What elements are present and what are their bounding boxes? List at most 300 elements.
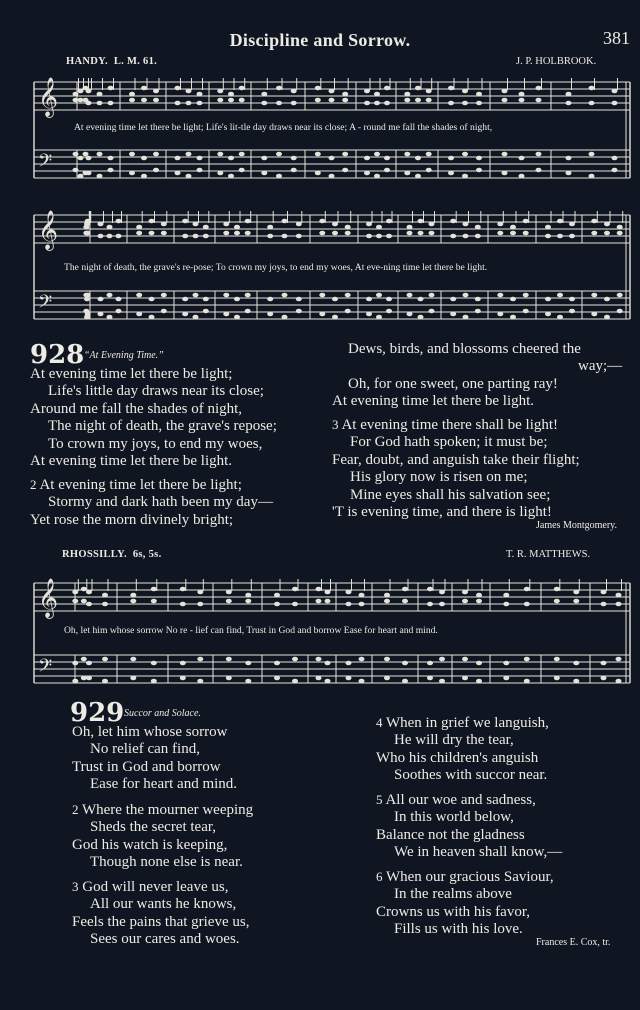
note-head xyxy=(107,315,113,320)
note-head xyxy=(415,86,421,91)
note-head xyxy=(566,92,572,97)
note-head xyxy=(426,168,432,173)
note-head xyxy=(569,309,575,314)
note-head xyxy=(315,86,321,91)
note-head xyxy=(366,312,372,317)
note-head xyxy=(81,676,87,681)
note-head xyxy=(149,231,155,236)
note-head xyxy=(175,156,181,161)
verse-line: Ease for heart and mind. xyxy=(90,776,238,793)
verse-line: Oh, for one sweet, one parting ray! xyxy=(348,375,558,392)
verse-line: For God hath spoken; it must be; xyxy=(350,434,548,451)
note-head xyxy=(315,152,321,157)
note-head xyxy=(83,231,89,236)
note-head xyxy=(573,679,579,684)
note-head xyxy=(319,219,325,224)
note-head xyxy=(203,309,209,314)
note-head xyxy=(345,225,351,230)
note-head xyxy=(274,593,280,598)
note-head xyxy=(545,297,551,302)
note-head xyxy=(86,89,92,94)
note-head xyxy=(374,152,380,157)
note-head xyxy=(612,168,618,173)
hymn929-translator: Frances E. Cox, tr. xyxy=(536,937,611,948)
note-head xyxy=(267,234,273,239)
verse-line: When our gracious Saviour, xyxy=(385,869,554,885)
note-head xyxy=(462,657,468,662)
verse-number: 6 xyxy=(376,869,383,884)
verse-line: We in heaven shall know,— xyxy=(394,844,563,861)
verse-number: 3 xyxy=(332,417,339,432)
note-head xyxy=(193,315,199,320)
note-head xyxy=(86,101,92,106)
note-head xyxy=(329,98,335,103)
note-head xyxy=(429,222,435,227)
note-head xyxy=(573,661,579,666)
note-head xyxy=(276,86,282,91)
verse-line: Where the mourner weeping xyxy=(81,802,254,818)
page-number: 381 xyxy=(603,28,630,48)
note-head xyxy=(193,234,199,239)
note-head xyxy=(182,219,188,224)
note-head xyxy=(536,152,542,157)
note-head xyxy=(141,156,147,161)
note-head xyxy=(426,152,432,157)
note-head xyxy=(245,599,251,604)
note-head xyxy=(97,174,103,179)
note-head xyxy=(589,101,595,106)
verse-line: At evening time let there be light. xyxy=(332,393,535,410)
note-head xyxy=(84,297,90,302)
note-head xyxy=(116,297,122,302)
note-head xyxy=(502,98,508,103)
note-head xyxy=(282,293,288,298)
note-head xyxy=(376,234,382,239)
note-head xyxy=(404,152,410,157)
verse-line: His glory now is risen on me; xyxy=(350,469,528,486)
note-head xyxy=(450,297,456,302)
note-head xyxy=(217,89,223,94)
note-head xyxy=(316,599,322,604)
note-head xyxy=(523,293,529,298)
note-head xyxy=(554,599,560,604)
note-head xyxy=(463,315,469,320)
note-head xyxy=(332,222,338,227)
note-head xyxy=(415,156,421,161)
note-head xyxy=(239,98,245,103)
note-head xyxy=(510,231,516,236)
hymn-subtitle-929: Succor and Solace. xyxy=(124,708,201,719)
note-head xyxy=(604,315,610,320)
verse-line: At evening time there shall be light! xyxy=(341,417,559,433)
note-head xyxy=(384,657,390,662)
note-head xyxy=(616,602,622,607)
note-head xyxy=(462,590,468,595)
note-head xyxy=(573,599,579,604)
note-head xyxy=(519,98,525,103)
note-head xyxy=(98,234,104,239)
note-head xyxy=(569,234,575,239)
note-head xyxy=(402,599,408,604)
note-head xyxy=(345,231,351,236)
note-head xyxy=(569,222,575,227)
verse-line: The night of death, the grave's repose; xyxy=(48,418,277,435)
note-head xyxy=(359,679,365,684)
note-head xyxy=(102,679,108,684)
note-head xyxy=(197,156,203,161)
note-head xyxy=(130,599,136,604)
verse-line: Sees our cares and woes. xyxy=(90,931,240,948)
note-head xyxy=(569,297,575,302)
verse-line: Fills us with his love. xyxy=(394,921,523,938)
note-head xyxy=(462,174,468,179)
note-head xyxy=(72,679,78,684)
verse-line: Soothes with succor near. xyxy=(394,767,548,784)
note-head xyxy=(107,293,113,298)
note-head xyxy=(276,174,282,179)
hymn929-verse5 xyxy=(376,791,562,862)
verse-number: 4 xyxy=(376,715,383,730)
note-head xyxy=(86,171,92,176)
note-head xyxy=(325,599,331,604)
verse-line: Fear, doubt, and anguish take their flight; xyxy=(332,451,580,468)
note-head xyxy=(276,101,282,106)
note-head xyxy=(73,168,79,173)
hymn928-author: James Montgomery. xyxy=(536,520,618,531)
note-head xyxy=(463,293,469,298)
note-head xyxy=(197,101,203,106)
note-head xyxy=(319,293,325,298)
note-head xyxy=(612,101,618,106)
note-head xyxy=(97,92,103,97)
note-head xyxy=(197,590,203,595)
verse-line: Trust in God and borrow xyxy=(72,758,221,775)
note-head xyxy=(182,297,188,302)
note-head xyxy=(234,225,240,230)
tune2-lyric: Oh, let him whose sorrow No re - lief can find, Trust in God and borrow Ease for heart and mind. xyxy=(64,625,438,636)
note-head xyxy=(245,593,251,598)
note-head xyxy=(616,657,622,662)
note-head xyxy=(108,156,114,161)
note-head xyxy=(239,152,245,157)
note-head xyxy=(98,222,104,227)
note-head xyxy=(84,315,90,320)
verse-line: At evening time let there be light; xyxy=(39,477,242,493)
verse-line: Life's little day draws near its close; xyxy=(48,383,264,400)
note-head xyxy=(291,168,297,173)
note-head xyxy=(591,231,597,236)
note-head xyxy=(523,219,529,224)
note-head xyxy=(141,86,147,91)
verse-line: No relief can find, xyxy=(90,741,200,758)
note-head xyxy=(141,98,147,103)
note-head xyxy=(376,315,382,320)
note-head xyxy=(116,234,122,239)
note-head xyxy=(427,661,433,666)
note-head xyxy=(81,587,87,592)
note-head xyxy=(153,152,159,157)
note-head xyxy=(342,98,348,103)
verse-line: Oh, let him whose sorrow xyxy=(72,724,228,740)
note-head xyxy=(228,92,234,97)
note-head xyxy=(261,156,267,161)
note-head xyxy=(439,590,445,595)
note-head xyxy=(601,661,607,666)
note-head xyxy=(296,309,302,314)
note-head xyxy=(102,593,108,598)
note-head xyxy=(72,590,78,595)
note-head xyxy=(325,679,331,684)
note-head xyxy=(274,602,280,607)
note-head xyxy=(342,92,348,97)
verse-line: All our woe and sadness, xyxy=(385,792,536,808)
note-head xyxy=(136,293,142,298)
note-head xyxy=(545,225,551,230)
note-head xyxy=(203,297,209,302)
note-head xyxy=(591,293,597,298)
note-head xyxy=(197,602,203,607)
note-head xyxy=(475,225,481,230)
note-head xyxy=(78,174,84,179)
note-head xyxy=(557,315,563,320)
note-head xyxy=(108,86,114,91)
hymn-number-929: 929 xyxy=(70,698,125,728)
note-head xyxy=(153,98,159,103)
note-head xyxy=(503,593,509,598)
note-head xyxy=(402,679,408,684)
hymn-number-928: 928 xyxy=(30,340,85,370)
note-head xyxy=(86,676,92,681)
note-head xyxy=(601,590,607,595)
note-head xyxy=(374,101,380,106)
verse-number: 2 xyxy=(30,477,37,492)
note-head xyxy=(536,86,542,91)
note-head xyxy=(239,168,245,173)
note-head xyxy=(245,309,251,314)
verse-line: Crowns us with his favor, xyxy=(376,903,530,920)
note-head xyxy=(359,602,365,607)
note-head xyxy=(245,231,251,236)
tune-meter: L. M. 61. xyxy=(113,56,158,67)
note-head xyxy=(359,593,365,598)
note-head xyxy=(282,315,288,320)
note-head xyxy=(497,293,503,298)
note-head xyxy=(476,168,482,173)
note-head xyxy=(292,657,298,662)
note-head xyxy=(426,89,432,94)
verse-line: In this world below, xyxy=(394,809,514,826)
note-head xyxy=(291,156,297,161)
hymn-subtitle-928: “At Evening Time.” xyxy=(84,350,164,361)
note-head xyxy=(415,174,421,179)
note-head xyxy=(78,156,84,161)
note-head xyxy=(296,297,302,302)
note-head xyxy=(589,86,595,91)
note-head xyxy=(503,602,509,607)
note-head xyxy=(404,171,410,176)
note-head xyxy=(418,297,424,302)
note-head xyxy=(329,89,335,94)
note-head xyxy=(448,171,454,176)
hymn929-verse1 xyxy=(72,724,237,794)
note-head xyxy=(73,152,79,157)
note-head xyxy=(130,593,136,598)
note-head xyxy=(161,293,167,298)
note-head xyxy=(197,92,203,97)
note-head xyxy=(226,599,232,604)
note-head xyxy=(616,679,622,684)
bass-clef-icon: 𝄢 xyxy=(38,151,53,176)
note-head xyxy=(342,152,348,157)
hymn928-verse1 xyxy=(30,366,277,470)
note-head xyxy=(267,225,273,230)
note-head xyxy=(589,174,595,179)
note-head xyxy=(151,661,157,666)
note-head xyxy=(418,219,424,224)
note-head xyxy=(374,92,380,97)
note-head xyxy=(439,602,445,607)
note-head xyxy=(476,679,482,684)
note-head xyxy=(81,599,87,604)
note-head xyxy=(161,231,167,236)
note-head xyxy=(402,661,408,666)
note-head xyxy=(523,309,529,314)
note-head xyxy=(359,657,365,662)
note-head xyxy=(332,315,338,320)
verse-line: To crown my joys, to end my woes, xyxy=(48,435,263,452)
note-head xyxy=(407,225,413,230)
tune1-lyric-line1: At evening time let there be light; Life's lit-tle day draws near its close; A - round me fall the shades of night, xyxy=(74,122,493,133)
note-head xyxy=(153,168,159,173)
note-head xyxy=(332,231,338,236)
note-head xyxy=(524,679,530,684)
note-head xyxy=(83,293,89,298)
note-head xyxy=(108,101,114,106)
verse-number: 5 xyxy=(376,792,383,807)
note-head xyxy=(332,297,338,302)
note-head xyxy=(429,309,435,314)
note-head xyxy=(450,312,456,317)
note-head xyxy=(366,222,372,227)
note-head xyxy=(217,171,223,176)
tune-composer-handy: J. P. HOLBROOK. xyxy=(516,56,597,67)
note-head xyxy=(180,602,186,607)
note-head xyxy=(226,657,232,662)
note-head xyxy=(601,676,607,681)
note-head xyxy=(180,587,186,592)
note-head xyxy=(267,312,273,317)
note-head xyxy=(325,661,331,666)
note-head xyxy=(86,661,92,666)
note-head xyxy=(217,152,223,157)
note-head xyxy=(463,222,469,227)
note-head xyxy=(107,225,113,230)
hymn928-verse2 xyxy=(30,476,273,529)
note-head xyxy=(245,679,251,684)
note-head xyxy=(197,679,203,684)
note-head xyxy=(234,297,240,302)
note-head xyxy=(81,657,87,662)
note-head xyxy=(282,234,288,239)
verse-line: He will dry the tear, xyxy=(394,732,514,749)
note-head xyxy=(83,225,89,230)
note-head xyxy=(203,225,209,230)
note-head xyxy=(129,171,135,176)
verse-number: 3 xyxy=(72,879,79,894)
note-head xyxy=(186,89,192,94)
note-head xyxy=(329,156,335,161)
note-head xyxy=(566,171,572,176)
note-head xyxy=(151,679,157,684)
note-head xyxy=(316,676,322,681)
note-head xyxy=(346,602,352,607)
note-head xyxy=(130,676,136,681)
note-head xyxy=(475,297,481,302)
note-head xyxy=(203,234,209,239)
note-head xyxy=(617,231,623,236)
note-head xyxy=(245,293,251,298)
note-head xyxy=(292,587,298,592)
tune-name: RHOSSILLY. xyxy=(62,549,127,560)
page-header: Discipline and Sorrow. xyxy=(229,30,411,50)
note-head xyxy=(439,679,445,684)
note-head xyxy=(193,222,199,227)
note-head xyxy=(234,231,240,236)
note-head xyxy=(448,101,454,106)
note-head xyxy=(601,602,607,607)
note-head xyxy=(182,312,188,317)
verse-line: All our wants he knows, xyxy=(90,896,237,913)
note-head xyxy=(439,657,445,662)
note-head xyxy=(153,89,159,94)
note-head xyxy=(149,315,155,320)
note-head xyxy=(503,661,509,666)
note-head xyxy=(102,602,108,607)
note-head xyxy=(476,599,482,604)
verse-line: God his watch is keeping, xyxy=(72,836,228,853)
note-head xyxy=(462,89,468,94)
note-head xyxy=(448,86,454,91)
note-head xyxy=(604,297,610,302)
note-head xyxy=(86,156,92,161)
note-head xyxy=(274,661,280,666)
note-head xyxy=(557,293,563,298)
note-head xyxy=(384,599,390,604)
note-head xyxy=(228,156,234,161)
note-head xyxy=(384,168,390,173)
note-head xyxy=(186,174,192,179)
note-head xyxy=(102,657,108,662)
verse-line: Mine eyes shall his salvation see; xyxy=(350,486,551,503)
note-head xyxy=(497,312,503,317)
note-head xyxy=(617,309,623,314)
note-head xyxy=(175,86,181,91)
note-head xyxy=(386,309,392,314)
note-head xyxy=(510,225,516,230)
note-head xyxy=(407,312,413,317)
note-head xyxy=(376,225,382,230)
note-head xyxy=(502,152,508,157)
note-head xyxy=(510,315,516,320)
note-head xyxy=(476,92,482,97)
note-head xyxy=(475,309,481,314)
note-head xyxy=(573,590,579,595)
note-head xyxy=(239,86,245,91)
note-head xyxy=(591,219,597,224)
note-head xyxy=(296,234,302,239)
note-head xyxy=(223,312,229,317)
note-head xyxy=(450,219,456,224)
